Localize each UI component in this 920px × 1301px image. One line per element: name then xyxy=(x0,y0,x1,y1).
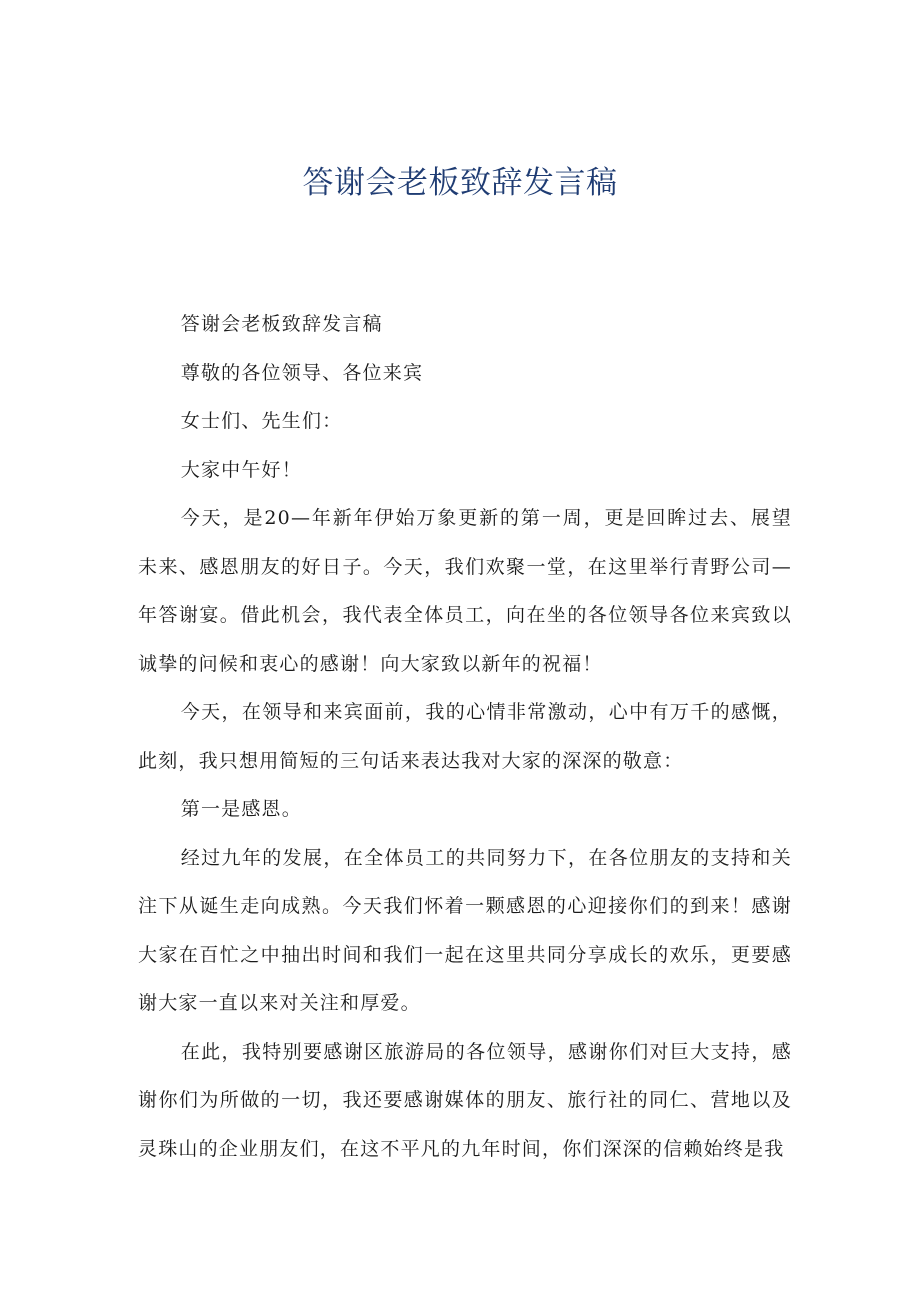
paragraph-emotion: 今天，在领导和来宾面前，我的心情非常激动，心中有万千的感慨，此刻，我只想用简短的三句话来表达我对大家的深深的敬意： xyxy=(138,701,792,772)
paragraph-thanks: 在此，我特别要感谢区旅游局的各位领导，感谢你们对巨大支持，感谢你们为所做的一切，我还要感谢媒体的朋友、旅行社的同仁、营地以及灵珠山的企业朋友们，在这不平凡的九年时间，你们深深的信赖始终是我 xyxy=(138,1040,792,1160)
paragraph-heading: 答谢会老板致辞发言稿 xyxy=(180,313,383,335)
paragraph-address: 女士们、先生们： xyxy=(180,410,343,432)
paragraph-first-point: 第一是感恩。 xyxy=(180,798,302,820)
paragraph-opening: 今天，是20—年新年伊始万象更新的第一周，更是回眸过去、展望未来、感恩朋友的好日子。今天，我们欢聚一堂，在这里举行青野公司—年答谢宴。借此机会，我代表全体员工，向在坐的各位领导各位来宾致以诚挚的问候和衷心的感谢！向大家致以新年的祝福！ xyxy=(138,507,792,675)
paragraph-greeting: 大家中午好！ xyxy=(180,458,302,481)
document-title: 答谢会老板致辞发言稿 xyxy=(302,165,618,201)
paragraph-development: 经过九年的发展，在全体员工的共同努力下，在各位朋友的支持和关注下从诞生走向成熟。今天我们怀着一颗感恩的心迎接你们的到来！感谢大家在百忙之中抽出时间和我们一起在这里共同分享成长的欢乐，更要感谢大家一直以来对关注和厚爱。 xyxy=(138,846,792,1014)
document-body xyxy=(138,300,792,1173)
paragraph-salutation: 尊敬的各位领导、各位来宾 xyxy=(180,361,424,384)
